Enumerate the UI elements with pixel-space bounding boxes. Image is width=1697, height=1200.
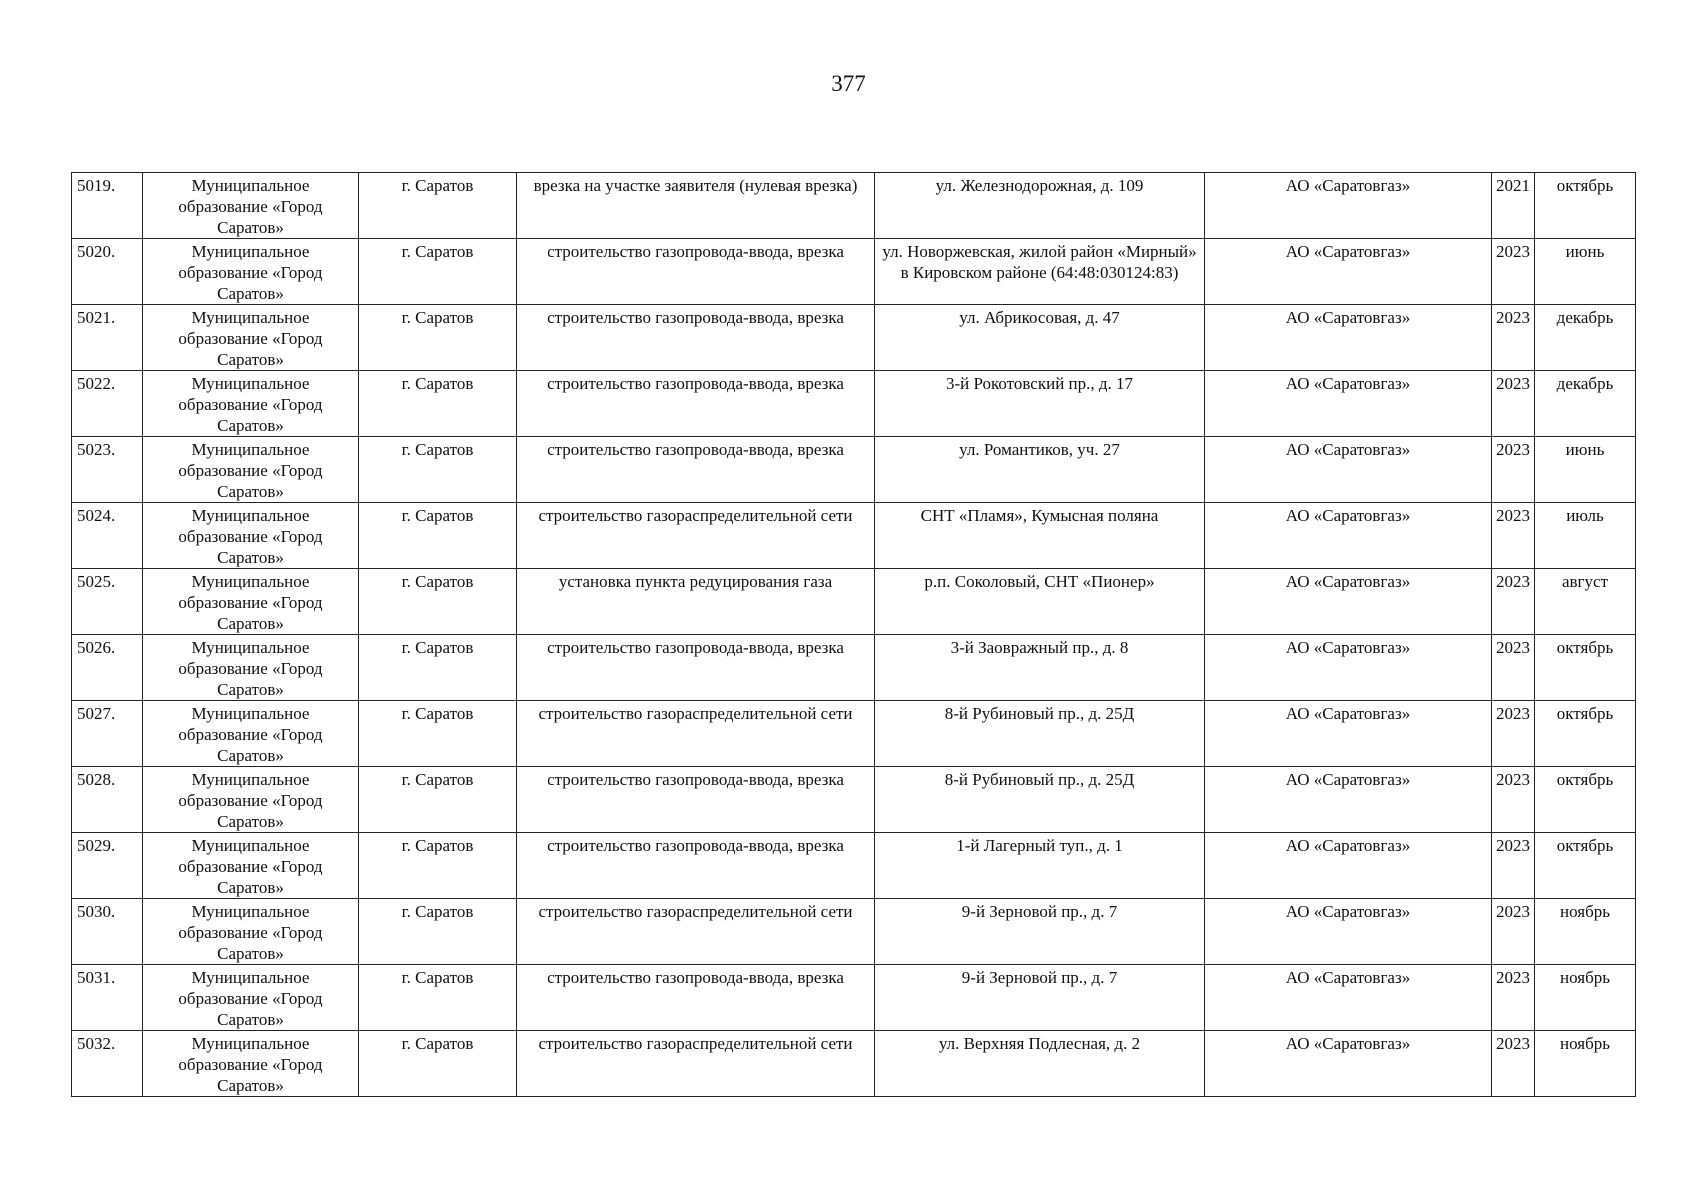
address-cell: 9-й Зерновой пр., д. 7: [875, 899, 1205, 965]
table-row: [72, 437, 1636, 503]
settlement-cell: г. Саратов: [359, 437, 517, 503]
month-cell: октябрь: [1535, 635, 1636, 701]
table-row: [72, 635, 1636, 701]
settlement-cell: г. Саратов: [359, 833, 517, 899]
year-cell: 2023: [1492, 437, 1535, 503]
year-cell: 2023: [1492, 767, 1535, 833]
table-row: [72, 569, 1636, 635]
month-cell: июнь: [1535, 437, 1636, 503]
organization-cell: АО «Саратовгаз»: [1205, 767, 1492, 833]
municipality-cell: Муниципальное образование «Город Саратов»: [143, 239, 359, 305]
year-cell: 2023: [1492, 701, 1535, 767]
work-type-cell: строительство газопровода-ввода, врезка: [517, 833, 875, 899]
municipality-cell: Муниципальное образование «Город Саратов»: [143, 173, 359, 239]
month-cell: декабрь: [1535, 371, 1636, 437]
table-row: [72, 1031, 1636, 1097]
municipality-cell: Муниципальное образование «Город Саратов»: [143, 437, 359, 503]
page-number: 377: [831, 71, 866, 96]
year-cell: 2023: [1492, 503, 1535, 569]
address-cell: 3-й Заовражный пр., д. 8: [875, 635, 1205, 701]
organization-cell: АО «Саратовгаз»: [1205, 503, 1492, 569]
row-number: 5027.: [72, 701, 143, 767]
table-row: [72, 173, 1636, 239]
settlement-cell: г. Саратов: [359, 371, 517, 437]
address-cell: ул. Верхняя Подлесная, д. 2: [875, 1031, 1205, 1097]
settlement-cell: г. Саратов: [359, 965, 517, 1031]
address-cell: р.п. Соколовый, СНТ «Пионер»: [875, 569, 1205, 635]
row-number: 5026.: [72, 635, 143, 701]
month-cell: ноябрь: [1535, 1031, 1636, 1097]
month-cell: октябрь: [1535, 767, 1636, 833]
address-cell: ул. Железнодорожная, д. 109: [875, 173, 1205, 239]
address-cell: 8-й Рубиновый пр., д. 25Д: [875, 701, 1205, 767]
settlement-cell: г. Саратов: [359, 899, 517, 965]
settlement-cell: г. Саратов: [359, 635, 517, 701]
organization-cell: АО «Саратовгаз»: [1205, 371, 1492, 437]
year-cell: 2023: [1492, 635, 1535, 701]
row-number: 5030.: [72, 899, 143, 965]
organization-cell: АО «Саратовгаз»: [1205, 239, 1492, 305]
work-type-cell: установка пункта редуцирования газа: [517, 569, 875, 635]
organization-cell: АО «Саратовгаз»: [1205, 635, 1492, 701]
address-cell: ул. Новоржевская, жилой район «Мирный» в Кировском районе (64:48:030124:83): [875, 239, 1205, 305]
year-cell: 2023: [1492, 899, 1535, 965]
address-cell: 1-й Лагерный туп., д. 1: [875, 833, 1205, 899]
work-type-cell: строительство газораспределительной сети: [517, 899, 875, 965]
organization-cell: АО «Саратовгаз»: [1205, 1031, 1492, 1097]
settlement-cell: г. Саратов: [359, 503, 517, 569]
address-cell: 9-й Зерновой пр., д. 7: [875, 965, 1205, 1031]
year-cell: 2023: [1492, 1031, 1535, 1097]
row-number: 5031.: [72, 965, 143, 1031]
month-cell: ноябрь: [1535, 899, 1636, 965]
year-cell: 2023: [1492, 371, 1535, 437]
row-number: 5024.: [72, 503, 143, 569]
organization-cell: АО «Саратовгаз»: [1205, 965, 1492, 1031]
organization-cell: АО «Саратовгаз»: [1205, 899, 1492, 965]
municipality-cell: Муниципальное образование «Город Саратов»: [143, 899, 359, 965]
organization-cell: АО «Саратовгаз»: [1205, 173, 1492, 239]
row-number: 5032.: [72, 1031, 143, 1097]
year-cell: 2023: [1492, 833, 1535, 899]
work-type-cell: строительство газопровода-ввода, врезка: [517, 965, 875, 1031]
work-type-cell: врезка на участке заявителя (нулевая врезка): [517, 173, 875, 239]
table-row: [72, 701, 1636, 767]
month-cell: ноябрь: [1535, 965, 1636, 1031]
table-row: [72, 305, 1636, 371]
settlement-cell: г. Саратов: [359, 305, 517, 371]
table-row: [72, 239, 1636, 305]
row-number: 5019.: [72, 173, 143, 239]
settlement-cell: г. Саратов: [359, 239, 517, 305]
municipality-cell: Муниципальное образование «Город Саратов»: [143, 701, 359, 767]
row-number: 5021.: [72, 305, 143, 371]
row-number: 5020.: [72, 239, 143, 305]
table-row: [72, 899, 1636, 965]
work-type-cell: строительство газораспределительной сети: [517, 503, 875, 569]
gas-works-table: [71, 172, 1636, 1097]
organization-cell: АО «Саратовгаз»: [1205, 833, 1492, 899]
municipality-cell: Муниципальное образование «Город Саратов»: [143, 305, 359, 371]
municipality-cell: Муниципальное образование «Город Саратов»: [143, 635, 359, 701]
organization-cell: АО «Саратовгаз»: [1205, 437, 1492, 503]
municipality-cell: Муниципальное образование «Город Саратов»: [143, 965, 359, 1031]
organization-cell: АО «Саратовгаз»: [1205, 305, 1492, 371]
table-body: [72, 173, 1636, 1097]
work-type-cell: строительство газопровода-ввода, врезка: [517, 239, 875, 305]
settlement-cell: г. Саратов: [359, 173, 517, 239]
work-type-cell: строительство газопровода-ввода, врезка: [517, 371, 875, 437]
table-row: [72, 371, 1636, 437]
year-cell: 2021: [1492, 173, 1535, 239]
month-cell: июль: [1535, 503, 1636, 569]
work-type-cell: строительство газораспределительной сети: [517, 1031, 875, 1097]
year-cell: 2023: [1492, 239, 1535, 305]
municipality-cell: Муниципальное образование «Город Саратов»: [143, 503, 359, 569]
address-cell: ул. Романтиков, уч. 27: [875, 437, 1205, 503]
year-cell: 2023: [1492, 569, 1535, 635]
month-cell: октябрь: [1535, 701, 1636, 767]
table-row: [72, 503, 1636, 569]
municipality-cell: Муниципальное образование «Город Саратов»: [143, 371, 359, 437]
municipality-cell: Муниципальное образование «Город Саратов»: [143, 767, 359, 833]
organization-cell: АО «Саратовгаз»: [1205, 701, 1492, 767]
organization-cell: АО «Саратовгаз»: [1205, 569, 1492, 635]
address-cell: ул. Абрикосовая, д. 47: [875, 305, 1205, 371]
settlement-cell: г. Саратов: [359, 569, 517, 635]
work-type-cell: строительство газораспределительной сети: [517, 701, 875, 767]
month-cell: декабрь: [1535, 305, 1636, 371]
table-row: [72, 833, 1636, 899]
year-cell: 2023: [1492, 965, 1535, 1031]
municipality-cell: Муниципальное образование «Город Саратов»: [143, 569, 359, 635]
month-cell: июнь: [1535, 239, 1636, 305]
settlement-cell: г. Саратов: [359, 1031, 517, 1097]
work-type-cell: строительство газопровода-ввода, врезка: [517, 437, 875, 503]
month-cell: август: [1535, 569, 1636, 635]
table-row: [72, 767, 1636, 833]
row-number: 5022.: [72, 371, 143, 437]
address-cell: СНТ «Пламя», Кумысная поляна: [875, 503, 1205, 569]
address-cell: 3-й Рокотовский пр., д. 17: [875, 371, 1205, 437]
work-type-cell: строительство газопровода-ввода, врезка: [517, 305, 875, 371]
settlement-cell: г. Саратов: [359, 767, 517, 833]
row-number: 5028.: [72, 767, 143, 833]
month-cell: октябрь: [1535, 833, 1636, 899]
table-row: [72, 965, 1636, 1031]
settlement-cell: г. Саратов: [359, 701, 517, 767]
municipality-cell: Муниципальное образование «Город Саратов»: [143, 1031, 359, 1097]
row-number: 5025.: [72, 569, 143, 635]
work-type-cell: строительство газопровода-ввода, врезка: [517, 767, 875, 833]
year-cell: 2023: [1492, 305, 1535, 371]
address-cell: 8-й Рубиновый пр., д. 25Д: [875, 767, 1205, 833]
municipality-cell: Муниципальное образование «Город Саратов»: [143, 833, 359, 899]
work-type-cell: строительство газопровода-ввода, врезка: [517, 635, 875, 701]
month-cell: октябрь: [1535, 173, 1636, 239]
row-number: 5023.: [72, 437, 143, 503]
row-number: 5029.: [72, 833, 143, 899]
